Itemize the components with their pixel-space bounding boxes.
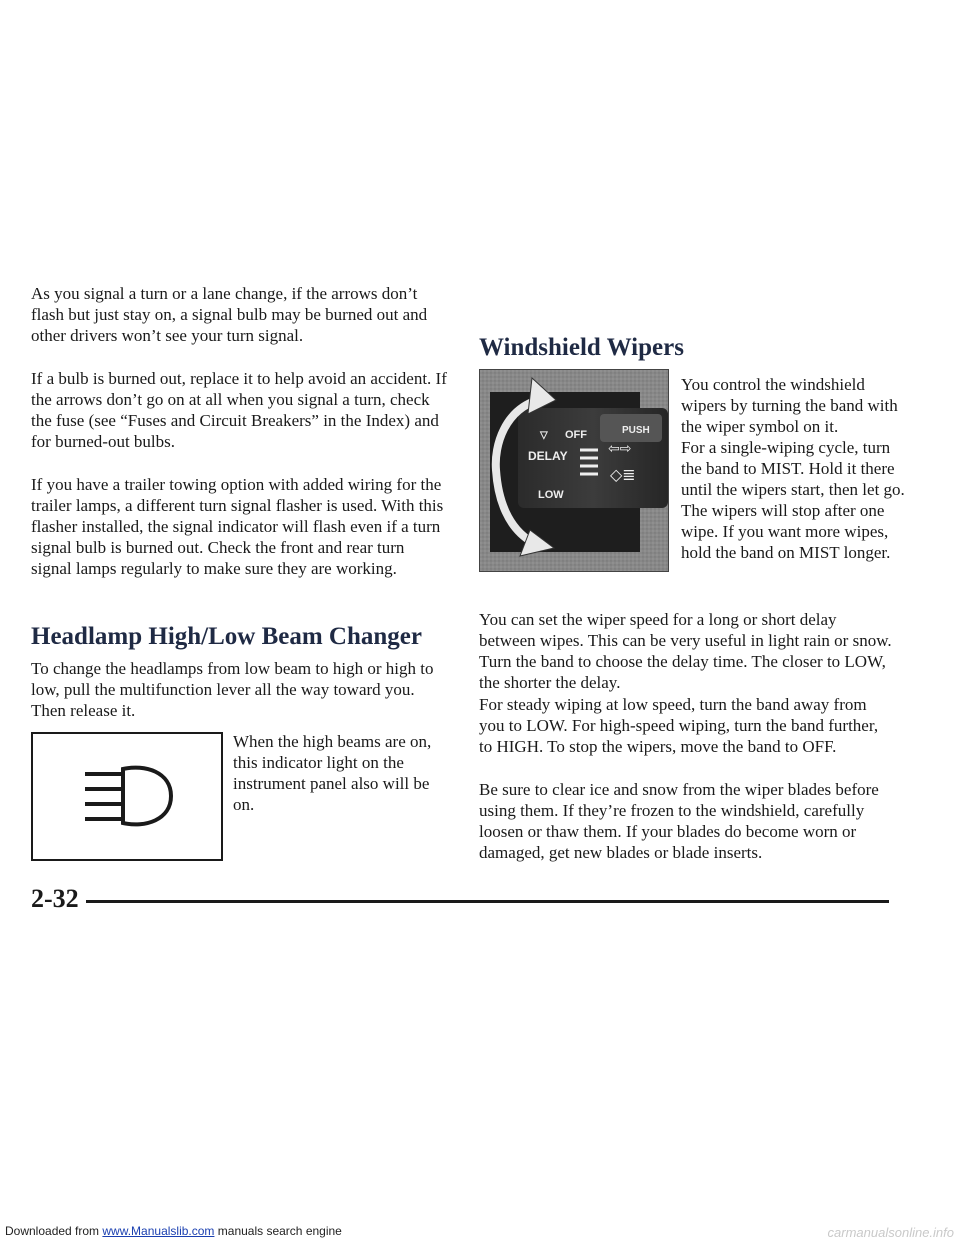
heading-windshield-wipers: Windshield Wipers [479,334,684,361]
svg-text:▽: ▽ [540,430,548,441]
manualslib-link[interactable]: www.Manualslib.com [102,1224,215,1238]
svg-text:◇≣: ◇≣ [610,465,636,484]
wiper-label-push: PUSH [622,425,650,436]
wiper-label-delay: DELAY [528,449,568,463]
paragraph-wiper-delay: You can set the wiper speed for a long or short delay between wipes. This can be very useful in light rain or snow. Turn the band to choose the delay time. The closer to LOW, the shorter the delay. [479,610,892,692]
paragraph-turn-signal-burned: As you signal a turn or a lane change, if the arrows don’t flash but just stay on, a signal bulb may be burned out and other drivers won’t see your turn signal. [31,284,428,345]
high-beam-caption: When the high beams are on, this indicator light on the instrument panel also will be on. [233,732,432,814]
paragraph-single-wipe: For a single-wiping cycle, turn the band to MIST. Hold it there until the wipers start, then let go. The wipers will stop after one wipe. If you want more wipes, hold the band on MIST longer. [681,438,905,562]
footer-rule [86,900,889,903]
wiper-lever-illustration [480,370,668,571]
page-number: 2-32 [31,884,79,913]
heading-headlamp-changer: Headlamp High/Low Beam Changer [31,623,422,650]
paragraph-wiper-ice: Be sure to clear ice and snow from the wiper blades before using them. If they’re frozen to the windshield, carefully loosen or thaw them. If your blades do become worn or damaged, get new blades or blade inserts. [479,780,879,862]
paragraph-wiper-control: You control the windshield wipers by turning the band with the wiper symbol on it. [681,375,898,436]
high-beam-icon [33,734,221,859]
paragraph-bulb-replace: If a bulb is burned out, replace it to help avoid an accident. If the arrows don’t go on at all when you signal a turn, check the fuse (see “Fuses and Circuit Breakers” in the Index) and for burned-out bulbs. [31,369,447,451]
watermark: carmanualsonline.info [827,1225,954,1240]
svg-text:⇦⇨: ⇦⇨ [608,441,632,457]
wiper-control-figure [479,369,669,572]
wiper-label-off: OFF [565,429,587,441]
paragraph-trailer-towing: If you have a trailer towing option with added wiring for the trailer lamps, a different turn signal flasher is used. With this flasher installed, the signal indicator will flash even if a turn signal bulb is burned out. Check the front and rear turn signal lamps regularly to make sure they are working. [31,475,444,578]
footer-suffix: manuals search engine [214,1224,342,1238]
footer-prefix: Downloaded from [5,1224,103,1238]
download-footer [5,1224,342,1238]
wiper-label-low: LOW [538,489,564,501]
paragraph-headlamp-instructions: To change the headlamps from low beam to high or high to low, pull the multifunction lever all the way toward you. Then release it. [31,659,434,720]
high-beam-indicator-box [31,732,223,861]
paragraph-wiper-speed: For steady wiping at low speed, turn the band away from you to LOW. For high-speed wiping, turn the band further, to HIGH. To stop the wipers, move the band to OFF. [479,695,879,756]
